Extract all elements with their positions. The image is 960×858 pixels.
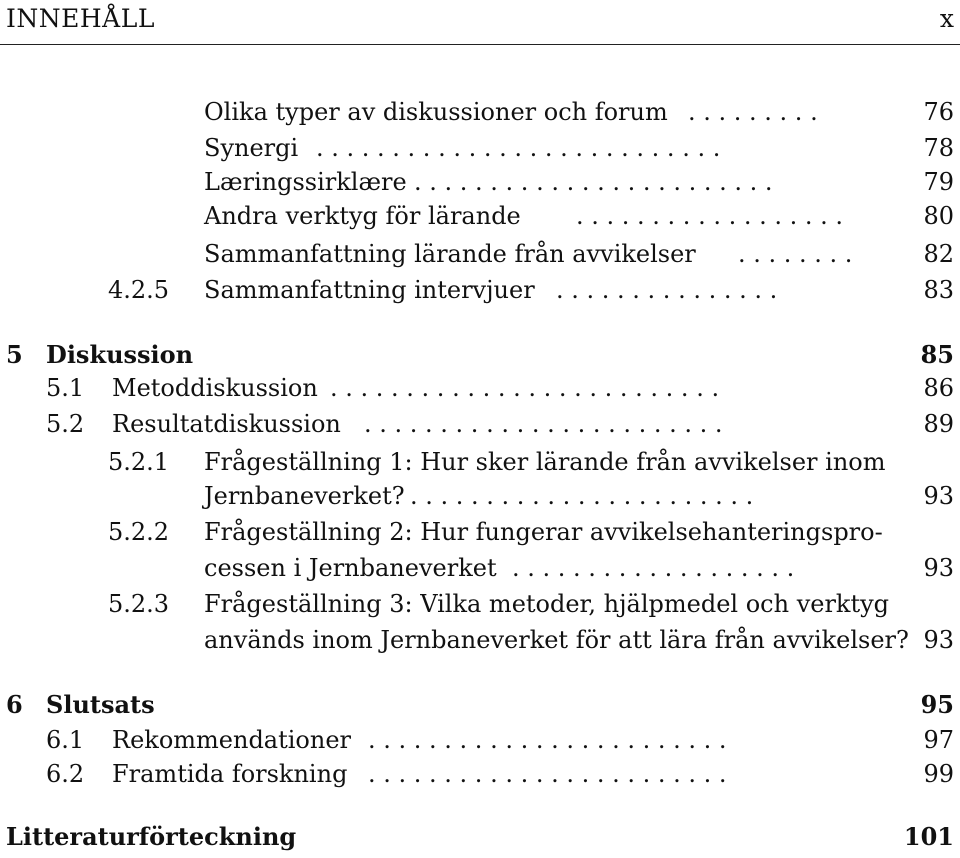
toc-entry[interactable] — [0, 626, 960, 662]
toc-chapter[interactable] — [0, 690, 960, 726]
page-header — [6, 4, 954, 40]
toc-entry-page: 93 — [923, 482, 954, 510]
toc-leader-dots: . . . . . . . . . . . . . . . . . . . — [512, 554, 795, 582]
toc-leader-dots: . . . . . . . . . . . . . . . . . . . . . . . . — [368, 760, 727, 788]
toc-entry-page: 86 — [923, 374, 954, 402]
toc-entry-title: Rekommendationer — [112, 726, 352, 754]
toc-entry-title: Resultatdiskussion — [112, 410, 341, 438]
toc-entry[interactable] — [0, 482, 960, 518]
toc-entry-number: 5.1 — [46, 374, 85, 402]
toc-entry-page: 89 — [923, 410, 954, 438]
toc-chapter[interactable] — [0, 822, 960, 858]
toc-chapter-page: 85 — [920, 340, 954, 369]
toc-chapter-title: Litteraturförteckning — [6, 822, 297, 851]
toc-entry-title: Andra verktyg för lärande — [204, 202, 521, 230]
toc-entry[interactable] — [0, 134, 960, 170]
toc-entry[interactable] — [0, 374, 960, 410]
toc-entry[interactable] — [0, 240, 960, 276]
toc-entry-title: Olika typer av diskussioner och forum — [204, 98, 668, 126]
toc-leader-dots: . . . . . . . . . . . . . . . . . . . . . . . . . . . — [316, 134, 721, 162]
toc-entry-title: Jernbaneverket? — [204, 482, 405, 510]
toc-entry-number: 6.2 — [46, 760, 85, 788]
toc-entry[interactable] — [0, 276, 960, 312]
toc-entry-page: 97 — [923, 726, 954, 754]
toc-leader-dots: . . . . . . . . — [738, 240, 853, 268]
toc-leader-dots: . . . . . . . . . . . . . . . — [556, 276, 778, 304]
toc-leader-dots: . . . . . . . . . . . . . . . . . . . . . . . — [410, 482, 754, 510]
header-page-number: x — [939, 4, 954, 33]
toc-entry-page: 82 — [923, 240, 954, 268]
toc-entry-title: Læringssirklære — [204, 168, 407, 196]
toc-chapter-number: 5 — [6, 340, 23, 369]
header-rule — [0, 44, 960, 45]
toc-chapter-page: 95 — [920, 690, 954, 719]
toc-entry-page: 83 — [923, 276, 954, 304]
toc-chapter-number: 6 — [6, 690, 23, 719]
toc-entry-number: 5.2.1 — [108, 448, 170, 476]
toc-entry-title: Sammanfattning lärande från avvikelser — [204, 240, 696, 268]
toc-entry[interactable] — [0, 168, 960, 204]
toc-leader-dots: . . . . . . . . . . . . . . . . . . . . . . . . . . — [330, 374, 720, 402]
toc-entry-title: Sammanfattning intervjuer — [204, 276, 535, 304]
toc-chapter[interactable] — [0, 340, 960, 376]
toc-entry-number: 5.2 — [46, 410, 85, 438]
toc-leader-dots: . . . . . . . . . . . . . . . . . . . . . . . . — [414, 168, 773, 196]
toc-entry-number: 4.2.5 — [108, 276, 170, 304]
toc-entry[interactable] — [0, 760, 960, 796]
toc-chapter-title: Slutsats — [46, 690, 155, 719]
toc-entry-title: Metoddiskussion — [112, 374, 318, 402]
toc-entry[interactable] — [0, 518, 960, 554]
toc-entry-title: cessen i Jernbaneverket — [204, 554, 497, 582]
toc-entry-title: Frågeställning 3: Vilka metoder, hjälpmedel och verktyg — [204, 590, 890, 618]
toc-entry[interactable] — [0, 98, 960, 134]
toc-entry-page: 76 — [923, 98, 954, 126]
toc-chapter-page: 101 — [903, 822, 954, 851]
toc-entry-page: 80 — [923, 202, 954, 230]
toc-entry-page: 93 — [923, 554, 954, 582]
toc-chapter-title: Diskussion — [46, 340, 194, 369]
toc-entry-number: 5.2.3 — [108, 590, 170, 618]
toc-leader-dots: . . . . . . . . . . . . . . . . . . . . . . . . — [368, 726, 727, 754]
header-title: INNEHÅLL — [6, 4, 155, 33]
toc-entry[interactable] — [0, 554, 960, 590]
toc-entry[interactable] — [0, 590, 960, 626]
toc-leader-dots: . . . . . . . . . — [688, 98, 818, 126]
toc-leader-dots: . . . . . . . . . . . . . . . . . . . . . . . . — [364, 410, 723, 438]
toc-entry-page: 78 — [923, 134, 954, 162]
toc-entry-title: används inom Jernbaneverket för att lära från avvikelser? — [204, 626, 909, 654]
toc-entry[interactable] — [0, 726, 960, 762]
toc-entry[interactable] — [0, 202, 960, 238]
toc-entry[interactable] — [0, 448, 960, 484]
toc-leader-dots: . . . . . . . . . . . . . . . . . . — [576, 202, 844, 230]
toc-entry-title: Frågeställning 1: Hur sker lärande från avvikelser inom — [204, 448, 886, 476]
toc-entry-title: Framtida forskning — [112, 760, 348, 788]
toc-entry[interactable] — [0, 410, 960, 446]
toc-entry-number: 5.2.2 — [108, 518, 170, 546]
toc-entry-page: 79 — [923, 168, 954, 196]
toc-entry-title: Synergi — [204, 134, 299, 162]
toc-entry-page: 99 — [923, 760, 954, 788]
toc-entry-number: 6.1 — [46, 726, 85, 754]
toc-entry-page: 93 — [923, 626, 954, 654]
toc-entry-title: Frågeställning 2: Hur fungerar avvikelsehanteringspro- — [204, 518, 883, 546]
